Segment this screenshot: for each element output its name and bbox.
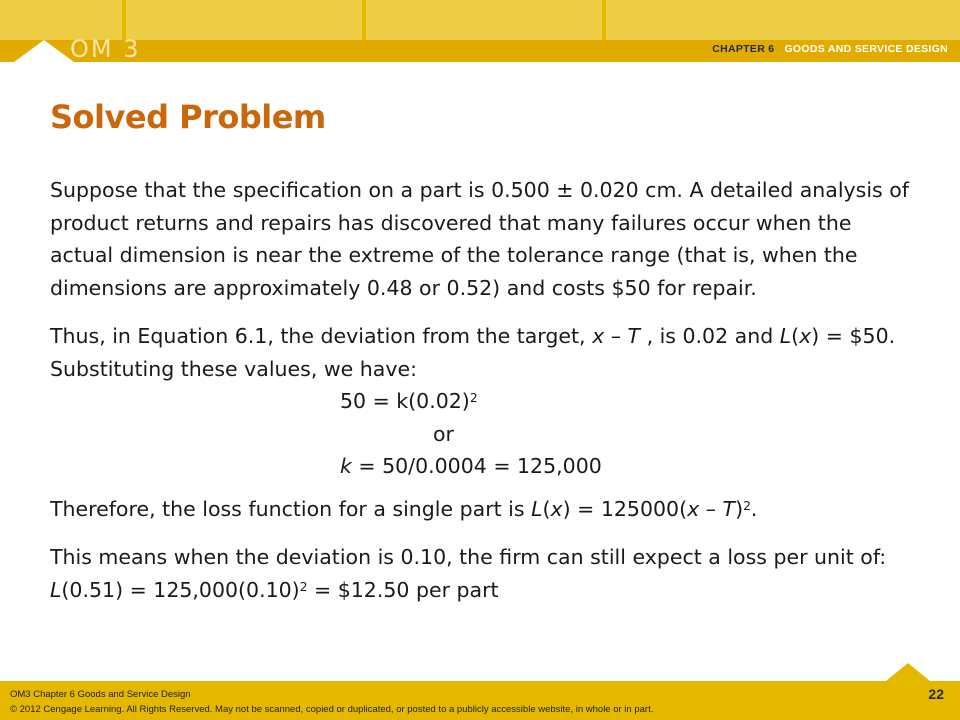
- page-number: 22: [928, 686, 944, 702]
- equation-line-1: $50 = k(0.02)^2$: [340, 389, 478, 413]
- footer-copyright: © 2012 Cengage Learning. All Rights Reserved. May not be scanned, copied or duplicated, or posted to a publicly accessible website, in whole or in part.: [10, 704, 654, 715]
- footer-bar: [0, 681, 960, 720]
- slide-title: Solved Problem: [50, 98, 326, 136]
- equation-line-3: k = 50/0.0004 = 125,000: [340, 454, 602, 478]
- footer-triangle-icon: [886, 663, 930, 681]
- logo-triangle-icon: [14, 40, 74, 62]
- header-banner: [0, 0, 960, 62]
- footer-course-label: OM3 Chapter 6 Goods and Service Design: [10, 689, 191, 700]
- paragraph-loss-function: Therefore, the loss function for a single part is L(x) = 125000(x – T)$^2$.: [50, 496, 758, 521]
- banner-tile: [366, 0, 602, 40]
- equation-line-2: or: [433, 421, 454, 446]
- banner-tile: [126, 0, 362, 40]
- chapter-name: GOODS AND SERVICE DESIGN: [784, 43, 948, 55]
- paragraph-expected-loss: This means when the deviation is 0.10, the firm can still expect a loss per unit of: $L(0.51) = 125,000(0.10)^2$ = $12.50 per part: [50, 545, 887, 602]
- paragraph-problem: Suppose that the specification on a part is 0.500 ± 0.020 cm. A detailed analysis of product returns and repairs has discovered that many failures occur when the actual dimension is near the extreme of the tolerance range (that is, when the dimensions are approximately 0.48 or 0.52) and costs $50 for repair.: [50, 178, 910, 300]
- slide-body: [50, 174, 920, 606]
- banner-tile: [0, 0, 122, 40]
- chapter-header: [712, 42, 948, 56]
- logo: OM 3: [70, 35, 141, 62]
- banner-tile: [606, 0, 960, 40]
- paragraph-deviation: Thus, in Equation 6.1, the deviation from the target, x – T , is 0.02 and L(x) = $50. Substituting these values, we have:: [50, 324, 896, 381]
- chapter-label: CHAPTER 6: [712, 43, 775, 55]
- equation-block: [50, 385, 920, 483]
